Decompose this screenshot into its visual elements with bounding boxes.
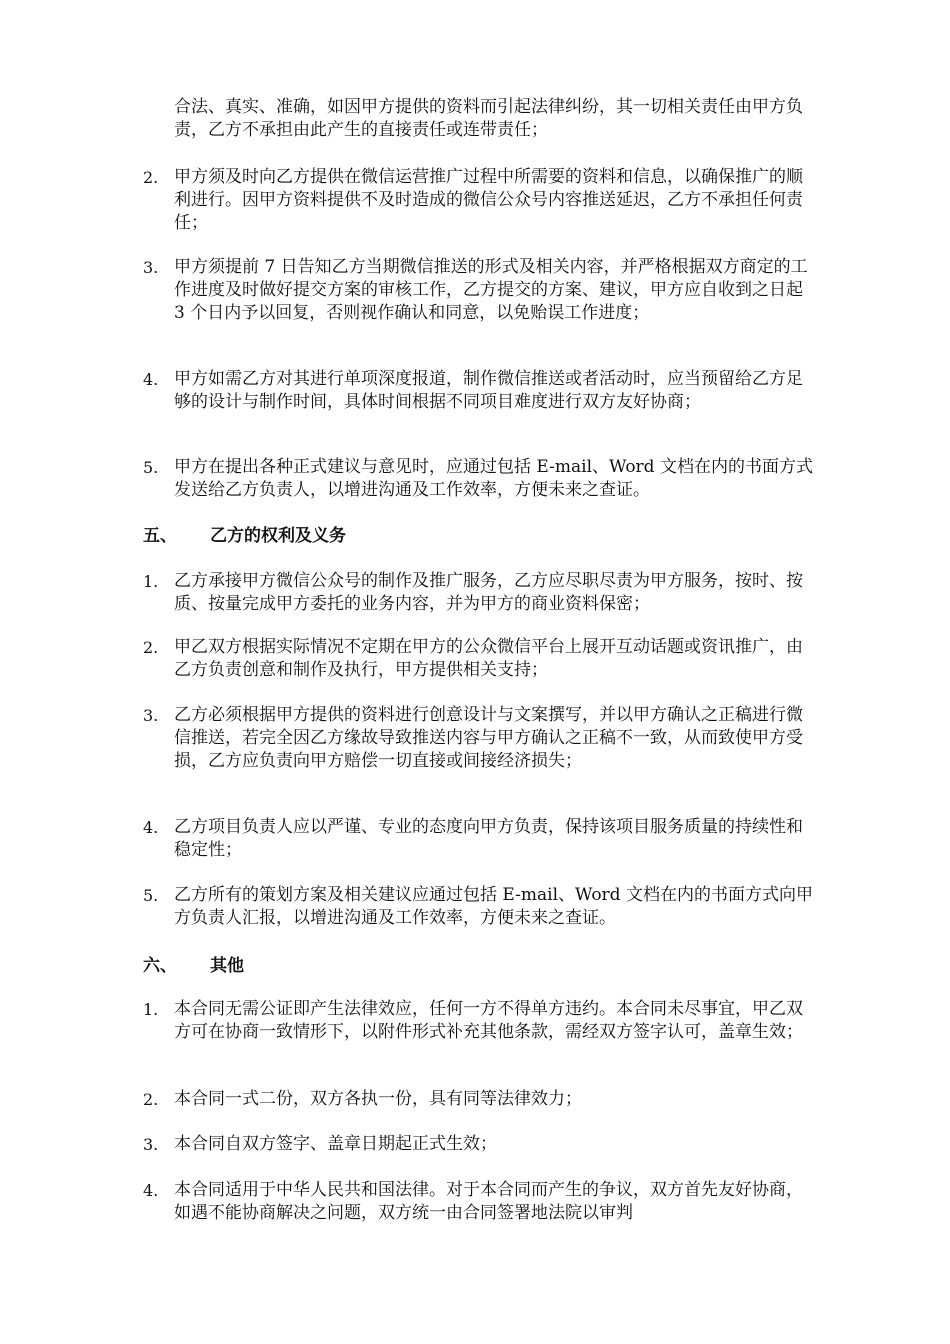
item-number: 2.	[143, 168, 159, 187]
item-text: 本合同自双方签字、盖章日期起正式生效；	[174, 1134, 497, 1154]
item-text: 甲方如需乙方对其进行单项深度报道，制作微信推送或者活动时，应当预留给乙方足够的设计与制作时间，具体时间根据不同项目难度进行双方友好协商；	[174, 369, 803, 412]
item-number: 2.	[143, 638, 159, 657]
item-text: 本合同无需公证即产生法律效应，任何一方不得单方违约。本合同未尽事宜，甲乙双方可在协商一致情形下，以附件形式补充其他条款，需经双方签字认可，盖章生效；	[174, 999, 803, 1042]
item-text: 甲方在提出各种正式建议与意见时，应通过包括 E-mail、Word 文档在内的书面方式发送给乙方负责人，以增进沟通及工作效率，方便未来之查证。	[174, 457, 813, 500]
item-number: 4.	[143, 370, 159, 389]
item-text: 乙方项目负责人应以严谨、专业的态度向甲方负责，保持该项目服务质量的持续性和稳定性；	[174, 817, 803, 860]
item-text: 甲方须及时向乙方提供在微信运营推广过程中所需要的资料和信息，以确保推广的顺利进行。因甲方资料提供不及时造成的微信公众号内容推送延迟，乙方不承担任何责任；	[174, 167, 803, 233]
continuation-paragraph: 合法、真实、准确，如因甲方提供的资料而引起法律纠纷，其一切相关责任由甲方负责，乙方不承担由此产生的直接责任或连带责任；	[174, 97, 803, 140]
item-text: 本合同适用于中华人民共和国法律。对于本合同而产生的争议，双方首先友好协商，如遇不能协商解决之问题，双方统一由合同签署地法院以审判	[174, 1180, 803, 1223]
item-text: 甲方须提前 7 日告知乙方当期微信推送的形式及相关内容，并严格根据双方商定的工作进度及时做好提交方案的审核工作，乙方提交的方案、建议，甲方应自收到之日起 3 个日内予以回复，否则视作确认和同意，以免贻误工作进度；	[174, 257, 808, 323]
section-number: 五、	[143, 526, 177, 546]
item-text: 乙方所有的策划方案及相关建议应通过包括 E-mail、Word 文档在内的书面方式向甲方负责人汇报，以增进沟通及工作效率，方便未来之查证。	[174, 885, 813, 928]
item-number: 5.	[143, 886, 159, 905]
section-title: 乙方的权利及义务	[210, 526, 346, 546]
section-number: 六、	[143, 956, 177, 976]
section-title: 其他	[210, 956, 244, 976]
item-text: 乙方承接甲方微信公众号的制作及推广服务，乙方应尽职尽责为甲方服务，按时、按质、按量完成甲方委托的业务内容，并为甲方的商业资料保密；	[174, 571, 803, 614]
item-number: 5.	[143, 458, 159, 477]
item-number: 3.	[143, 706, 159, 725]
item-number: 2.	[143, 1090, 159, 1109]
item-number: 4.	[143, 818, 159, 837]
item-text: 乙方必须根据甲方提供的资料进行创意设计与文案撰写，并以甲方确认之正稿进行微信推送，若完全因乙方缘故导致推送内容与甲方确认之正稿不一致，从而致使甲方受损，乙方应负责向甲方赔偿一切直接或间接经济损失；	[174, 705, 803, 771]
item-text: 本合同一式二份，双方各执一份，具有同等法律效力；	[174, 1089, 582, 1109]
item-text: 甲乙双方根据实际情况不定期在甲方的公众微信平台上展开互动话题或资讯推广，由乙方负责创意和制作及执行，甲方提供相关支持；	[174, 637, 803, 680]
item-number: 1.	[143, 1000, 159, 1019]
item-number: 1.	[143, 572, 159, 591]
item-number: 3.	[143, 258, 159, 277]
item-number: 3.	[143, 1135, 159, 1154]
item-number: 4.	[143, 1181, 159, 1200]
